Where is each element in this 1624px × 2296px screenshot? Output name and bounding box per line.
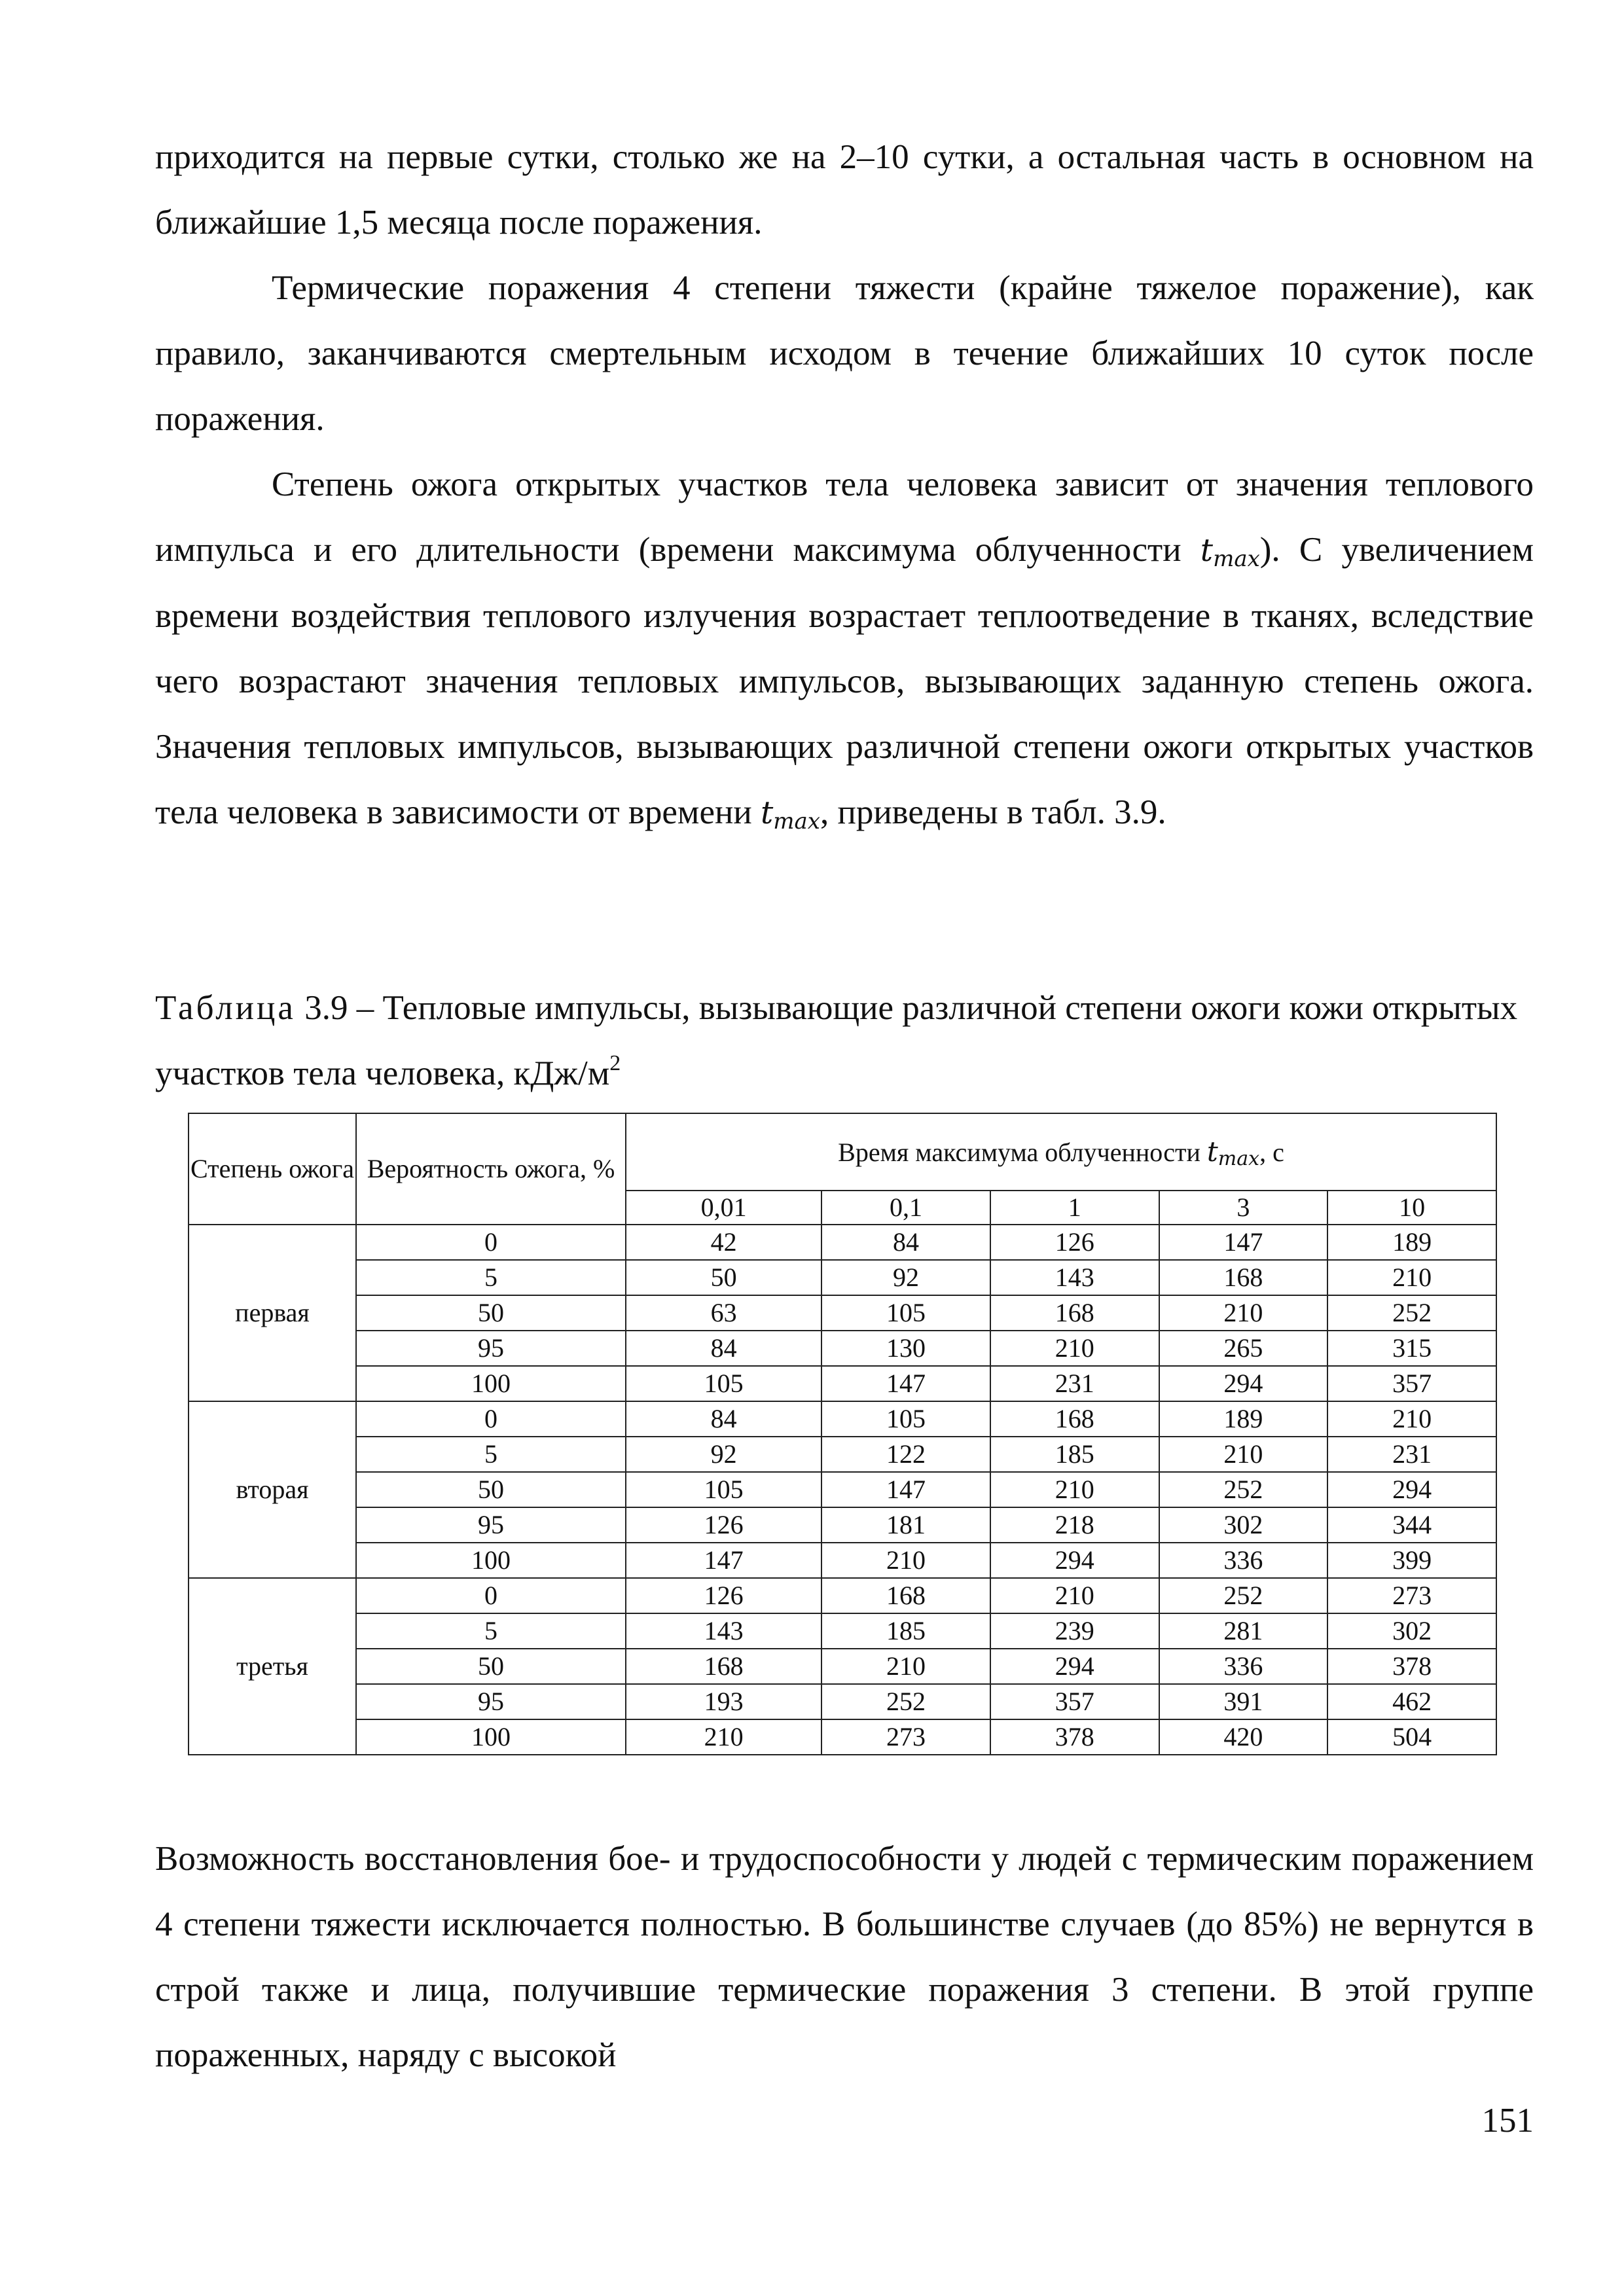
impulse-value-cell: 168 [821,1578,990,1613]
table-row [189,1578,1496,1613]
paragraph-burn-degree [155,452,1534,846]
header-degree: Степень ожога [189,1113,356,1225]
impulse-value-cell: 504 [1327,1719,1496,1755]
table-row [189,1507,1496,1543]
impulse-value-cell: 126 [626,1507,821,1543]
impulse-value-cell: 143 [626,1613,821,1649]
impulse-value-cell: 210 [990,1472,1159,1507]
header-time-value: 0,01 [626,1191,821,1225]
probability-cell: 0 [356,1225,626,1260]
impulse-value-cell: 84 [821,1225,990,1260]
impulse-value-cell: 462 [1327,1684,1496,1719]
impulse-value-cell: 168 [990,1401,1159,1437]
table-row [189,1543,1496,1578]
impulse-value-cell: 50 [626,1260,821,1295]
impulse-value-cell: 105 [821,1401,990,1437]
impulse-value-cell: 84 [626,1401,821,1437]
impulse-value-cell: 210 [1159,1295,1328,1331]
impulse-value-cell: 391 [1159,1684,1328,1719]
impulse-value-cell: 336 [1159,1543,1328,1578]
impulse-value-cell: 302 [1159,1507,1328,1543]
probability-cell: 5 [356,1613,626,1649]
impulse-value-cell: 92 [821,1260,990,1295]
impulse-value-cell: 378 [1327,1649,1496,1684]
burn-degree-cell: первая [189,1225,356,1401]
table-row [189,1401,1496,1437]
impulse-value-cell: 147 [821,1366,990,1401]
paragraph-continuation: приходится на первые сутки, столько же на 2–10 сутки, а остальная часть в основном на ближайшие 1,5 месяца после поражения. [155,138,1534,242]
page-number: 151 [1481,2102,1534,2140]
paragraph-text: Степень ожога открытых участков тела человека зависит от значения теплового импульса и его длительности (времени максимума облученности [155,465,1534,569]
impulse-value-cell: 185 [990,1437,1159,1472]
impulse-value-cell: 105 [626,1472,821,1507]
impulse-value-cell: 344 [1327,1507,1496,1543]
table-row [189,1295,1496,1331]
impulse-value-cell: 336 [1159,1649,1328,1684]
probability-cell: 50 [356,1295,626,1331]
probability-cell: 95 [356,1331,626,1366]
probability-cell: 5 [356,1260,626,1295]
impulse-value-cell: 181 [821,1507,990,1543]
impulse-value-cell: 143 [990,1260,1159,1295]
impulse-value-cell: 126 [990,1225,1159,1260]
impulse-value-cell: 239 [990,1613,1159,1649]
table-body [189,1225,1496,1755]
impulse-value-cell: 273 [1327,1578,1496,1613]
paragraph-degree-4: Термические поражения 4 степени тяжести (крайне тяжелое поражение), как правило, заканчиваются смертельным исходом в течение ближайших 10 суток после поражения. [155,269,1534,438]
thermal-impulse-table [188,1113,1497,1755]
impulse-value-cell: 210 [1159,1437,1328,1472]
probability-cell: 100 [356,1366,626,1401]
burn-degree-cell: третья [189,1578,356,1755]
impulse-value-cell: 130 [821,1331,990,1366]
impulse-value-cell: 231 [1327,1437,1496,1472]
impulse-value-cell: 357 [1327,1366,1496,1401]
impulse-value-cell: 105 [626,1366,821,1401]
probability-cell: 50 [356,1649,626,1684]
impulse-value-cell: 378 [990,1719,1159,1755]
impulse-value-cell: 294 [990,1543,1159,1578]
probability-cell: 100 [356,1543,626,1578]
impulse-value-cell: 168 [626,1649,821,1684]
impulse-value-cell: 302 [1327,1613,1496,1649]
table-row [189,1649,1496,1684]
probability-cell: 50 [356,1472,626,1507]
header-time-value: 3 [1159,1191,1328,1225]
impulse-value-cell: 252 [1159,1578,1328,1613]
paragraph-text: ). С увеличением времени воздействия теплового излучения возрастает теплоотведение в тканях, вследствие чего возрастают значения тепловых импульсов, вызывающих заданную степень ожога. Значения тепловых импульсов, вызывающих различной степени ожоги открытых участков тела человека в зависимости от времени [155,531,1534,831]
table-row [189,1719,1496,1755]
impulse-value-cell: 252 [821,1684,990,1719]
impulse-value-cell: 294 [1159,1366,1328,1401]
impulse-value-cell: 210 [990,1578,1159,1613]
impulse-value-cell: 265 [1159,1331,1328,1366]
header-time-value: 1 [990,1191,1159,1225]
header-time-value: 10 [1327,1191,1496,1225]
impulse-value-cell: 218 [990,1507,1159,1543]
formula-t-max: $t_{max}$ [760,795,820,834]
header-time: Время максимума облученности $t_{max}$, с [626,1113,1496,1191]
paragraph-text: , приведены в табл. 3.9. [820,793,1166,831]
probability-cell: 0 [356,1401,626,1437]
probability-cell: 95 [356,1507,626,1543]
table-caption [155,975,1534,1106]
caption-text: 3.9 – Тепловые импульсы, вызывающие различной степени ожоги кожи открытых участков тела человека, кДж/м [155,989,1518,1092]
table-row [189,1684,1496,1719]
table-row [189,1366,1496,1401]
impulse-value-cell: 210 [821,1543,990,1578]
header-time-value: 0,1 [821,1191,990,1225]
impulse-value-cell: 185 [821,1613,990,1649]
impulse-value-cell: 147 [821,1472,990,1507]
impulse-value-cell: 168 [990,1295,1159,1331]
impulse-value-cell: 294 [1327,1472,1496,1507]
table-row [189,1613,1496,1649]
impulse-value-cell: 357 [990,1684,1159,1719]
impulse-value-cell: 399 [1327,1543,1496,1578]
impulse-value-cell: 210 [990,1331,1159,1366]
burn-degree-cell: вторая [189,1401,356,1578]
impulse-value-cell: 210 [1327,1401,1496,1437]
table-row [189,1437,1496,1472]
table-row [189,1260,1496,1295]
impulse-value-cell: 84 [626,1331,821,1366]
impulse-value-cell: 281 [1159,1613,1328,1649]
table-row [189,1225,1496,1260]
table-row [189,1472,1496,1507]
impulse-value-cell: 42 [626,1225,821,1260]
impulse-value-cell: 189 [1159,1401,1328,1437]
formula-t-max: $t_{max}$ [1200,532,1260,572]
impulse-value-cell: 252 [1327,1295,1496,1331]
caption-superscript: 2 [609,1051,621,1075]
probability-cell: 5 [356,1437,626,1472]
impulse-value-cell: 210 [821,1649,990,1684]
impulse-value-cell: 189 [1327,1225,1496,1260]
table-row [189,1331,1496,1366]
probability-cell: 95 [356,1684,626,1719]
impulse-value-cell: 231 [990,1366,1159,1401]
impulse-value-cell: 193 [626,1684,821,1719]
impulse-value-cell: 147 [626,1543,821,1578]
header-probability: Вероятность ожога, % [356,1113,626,1225]
formula-t-max: $t_{max}$ [1206,1135,1260,1170]
impulse-value-cell: 294 [990,1649,1159,1684]
impulse-value-cell: 147 [1159,1225,1328,1260]
impulse-value-cell: 252 [1159,1472,1328,1507]
impulse-value-cell: 210 [1327,1260,1496,1295]
impulse-value-cell: 105 [821,1295,990,1331]
probability-cell: 100 [356,1719,626,1755]
impulse-value-cell: 210 [626,1719,821,1755]
caption-label: Таблица [155,989,296,1027]
impulse-value-cell: 92 [626,1437,821,1472]
impulse-value-cell: 63 [626,1295,821,1331]
impulse-value-cell: 126 [626,1578,821,1613]
impulse-value-cell: 273 [821,1719,990,1755]
impulse-value-cell: 168 [1159,1260,1328,1295]
impulse-value-cell: 315 [1327,1331,1496,1366]
impulse-value-cell: 420 [1159,1719,1328,1755]
paragraph-recovery: Возможность восстановления бое- и трудоспособности у людей с термическим поражением 4 степени тяжести исключается полностью. В большинстве случаев (до 85%) не вернутся в строй также и лица, получившие термические поражения 3 степени. В этой группе пораженных, наряду с высокой [155,1840,1534,2074]
impulse-value-cell: 122 [821,1437,990,1472]
probability-cell: 0 [356,1578,626,1613]
